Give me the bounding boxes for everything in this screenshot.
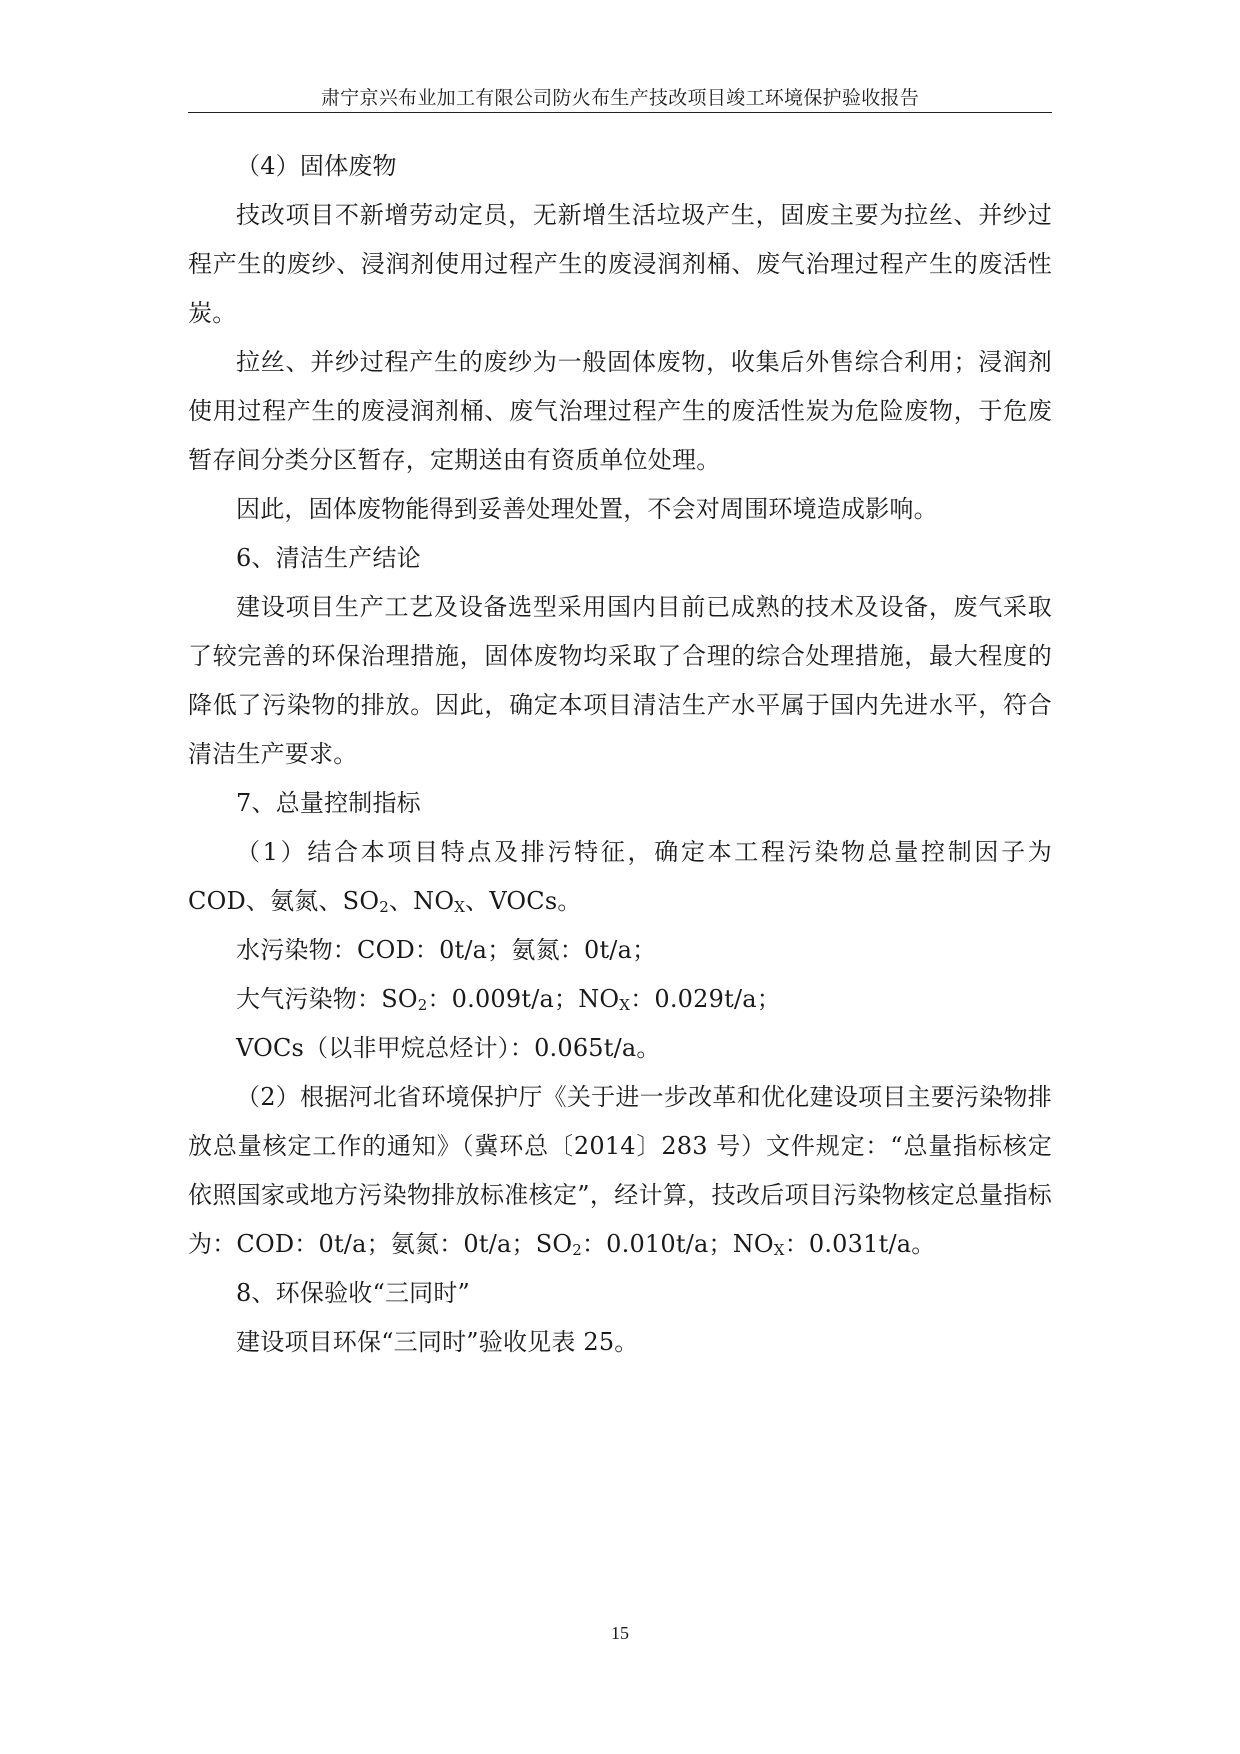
document-body <box>188 142 1052 1367</box>
solid-waste-conclusion: 因此，固体废物能得到妥善处理处置，不会对周围环境造成影响。 <box>236 495 938 523</box>
solid-waste-heading: （4）固体废物 <box>236 152 397 180</box>
total-control-regulation: （2）根据河北省环境保护厅《关于进一步改革和优化建设项目主要污染物排放总量核定工作的通知》（冀环总〔2014〕283 号）文件规定：“总量指标核定依照国家或地方污染物排放标准核定”，经计算，技改后项目污染物核定总量指标为：COD：0t/a；氨氮：0t/a；$SO_2$：0.010t/a；$NO_X$：0.031t/a。 <box>188 1083 1052 1259</box>
total-control-factors: （1）结合本项目特点及排污特征，确定本工程污染物总量控制因子为 COD、氨氮、$SO_2$、$NO_X$、VOCs。 <box>188 838 1052 916</box>
clean-production-heading: 6、清洁生产结论 <box>236 544 421 572</box>
page-header: 肃宁京兴布业加工有限公司防火布生产技改项目竣工环境保护验收报告 <box>320 87 920 109</box>
three-simultaneous-heading: 8、环保验收“三同时” <box>236 1279 471 1307</box>
solid-waste-paragraph-2: 拉丝、并纱过程产生的废纱为一般固体废物，收集后外售综合利用；浸润剂使用过程产生的废浸润剂桶、废气治理过程产生的废活性炭为危险废物，于危废暂存间分类分区暂存，定期送由有资质单位处理。 <box>188 348 1052 474</box>
air-pollutants-line: 大气污染物：$SO_2$：0.009t/a；$NO_X$：0.029t/a； <box>236 985 781 1014</box>
solid-waste-paragraph-1: 技改项目不新增劳动定员，无新增生活垃圾产生，固废主要为拉丝、并纱过程产生的废纱、浸润剂使用过程产生的废浸润剂桶、废气治理过程产生的废活性炭。 <box>188 201 1052 327</box>
header-divider <box>188 112 1052 113</box>
clean-production-paragraph: 建设项目生产工艺及设备选型采用国内目前已成熟的技术及设备，废气采取了较完善的环保治理措施，固体废物均采取了合理的综合处理措施，最大程度的降低了污染物的排放。因此，确定本项目清洁生产水平属于国内先进水平，符合清洁生产要求。 <box>188 593 1052 768</box>
voc-line: VOCs（以非甲烷总烃计）：0.065t/a。 <box>236 1034 661 1062</box>
page-number: 15 <box>611 1623 629 1643</box>
three-simultaneous-paragraph: 建设项目环保“三同时”验收见表 25。 <box>236 1328 639 1356</box>
total-control-heading: 7、总量控制指标 <box>236 789 421 817</box>
water-pollutants-line: 水污染物：COD：0t/a；氨氮：0t/a； <box>236 936 657 964</box>
